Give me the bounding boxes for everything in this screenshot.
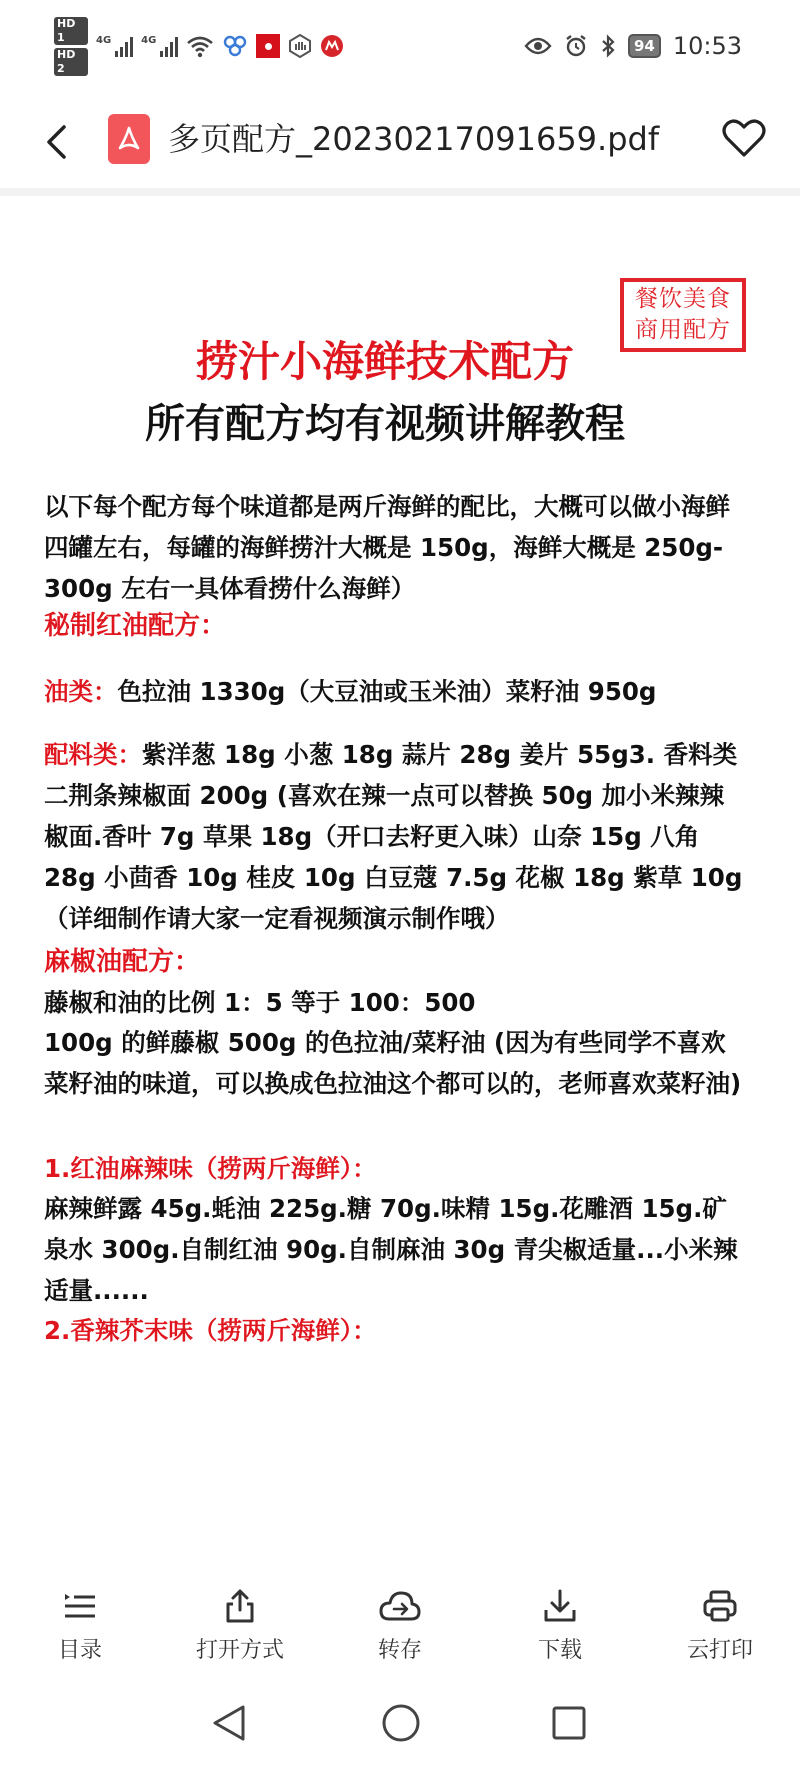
wifi-icon [186, 34, 214, 58]
app-cluster-icon [222, 34, 248, 58]
oil-label: 油类： [44, 677, 118, 706]
hand-icon [288, 34, 312, 58]
signal-1-icon: 4G [96, 35, 133, 57]
section-pepper-oil-heading: 麻椒油配方： [44, 947, 201, 977]
section-red-oil-heading: 秘制红油配方： [44, 611, 227, 641]
recipe-1-heading: 1.红油麻辣味（捞两斤海鲜）： [44, 1154, 377, 1183]
square-recents-icon [551, 1705, 587, 1741]
toolbar-download-button[interactable] [490, 1586, 630, 1666]
battery-indicator: 94 [628, 34, 661, 58]
chevron-left-icon [44, 124, 68, 160]
app-header [0, 92, 800, 196]
toolbar-open-with-label: 打开方式 [195, 1638, 284, 1663]
heart-icon [722, 118, 766, 158]
nav-home-button[interactable] [376, 1698, 426, 1748]
nav-recents-button[interactable] [544, 1698, 594, 1748]
hd1-badge: HD 1 [54, 17, 88, 45]
triangle-back-icon [211, 1703, 247, 1743]
hd-indicators [54, 17, 88, 76]
pepper-oil-paragraph: 100g 的鲜藤椒 500g 的色拉油/菜籽油 (因为有些同学不喜欢菜籽油的味道，可以换成色拉油这个都可以的，老师喜欢菜籽油) [44, 1028, 742, 1098]
recipe-2-heading: 2.香辣芥末味（捞两斤海鲜）： [44, 1316, 377, 1345]
system-nav-bar [0, 1676, 800, 1769]
intro-paragraph: 以下每个配方每个味道都是两斤海鲜的配比，大概可以做小海鲜四罐左右，每罐的海鲜捞汁大概是 150g，海鲜大概是 250g-300g 左右一具体看捞什么海鲜） [44, 492, 730, 603]
app-notification-icon [256, 34, 280, 58]
toolbar-contents-button[interactable] [10, 1586, 150, 1666]
file-name-title: 多页配方_20230217091659.pdf [168, 120, 660, 158]
toolbar-cloud-print-label: 云打印 [686, 1638, 753, 1663]
signal-2-icon: 4G [141, 35, 178, 57]
back-button[interactable] [36, 116, 76, 168]
toolbar-save-to-cloud-button[interactable] [330, 1586, 470, 1666]
oil-text: 色拉油 1330g（大豆油或玉米油）菜籽油 950g [117, 677, 657, 706]
doc-title: 捞汁小海鲜技术配方 [195, 337, 574, 386]
toolbar-contents-label: 目录 [57, 1638, 102, 1663]
printer-icon [702, 1589, 738, 1623]
cloud-save-icon [379, 1589, 421, 1623]
status-right [524, 28, 742, 64]
pdf-page[interactable] [0, 204, 800, 1544]
status-left [54, 16, 344, 75]
list-icon [63, 1591, 97, 1621]
favorite-button[interactable] [716, 110, 772, 166]
circle-home-icon [381, 1703, 421, 1743]
ingredients-paragraph [44, 734, 744, 939]
ingredients-text: 紫洋葱 18g 小葱 18g 蒜片 28g 姜片 55g3. 香料类二荆条辣椒面 200g (喜欢在辣一点可以替换 50g 加小米辣辣椒面.香叶 7g 草果 18g（开口去籽更入味）山奈 15g 八角 28g 小茴香 10g 桂皮 10g 白豆蔻 7.5g 花椒 18g 紫草 10g（详细制作请大家一定看视频演示制作哦） [44, 740, 743, 933]
nav-back-button[interactable] [204, 1698, 254, 1748]
pepper-ratio-line: 藤椒和油的比例 1：5 等于 100：500 [44, 988, 476, 1017]
stamp-seal: 餐饮美食 商用配方 [620, 278, 746, 352]
pdf-file-icon [108, 114, 150, 164]
doc-subtitle: 所有配方均有视频讲解教程 [145, 401, 625, 447]
toolbar-open-with-button[interactable] [170, 1586, 310, 1666]
share-icon [224, 1588, 256, 1624]
clock: 10:53 [672, 32, 742, 60]
oil-paragraph [44, 671, 744, 712]
toolbar-download-label: 下载 [537, 1638, 582, 1663]
bluetooth-icon [600, 34, 616, 58]
recipe-1-text: 麻辣鲜露 45g.蚝油 225g.糖 70g.味精 15g.花雕酒 15g.矿泉水 300g.自制红油 90g.自制麻油 30g 青尖椒适量...小米辣适量...... [44, 1194, 738, 1305]
mail-app-icon [320, 34, 344, 58]
alarm-icon [564, 34, 588, 58]
toolbar-cloud-print-button[interactable] [650, 1586, 790, 1666]
bottom-toolbar [0, 1556, 800, 1676]
hd2-badge: HD 2 [54, 48, 88, 76]
eye-icon [524, 36, 552, 56]
status-bar [0, 0, 800, 92]
toolbar-save-to-cloud-label: 转存 [377, 1638, 422, 1663]
ingredients-label: 配料类： [44, 740, 142, 769]
download-icon [543, 1588, 577, 1624]
